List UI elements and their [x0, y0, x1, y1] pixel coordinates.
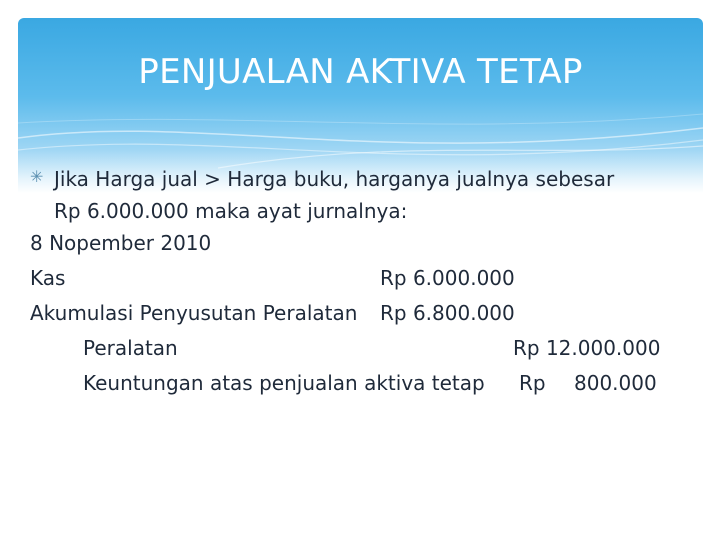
debit-account-kas: Kas [30, 266, 66, 290]
credit-account-keuntungan: Keuntungan atas penjualan aktiva tetap [83, 371, 485, 395]
credit-currency-keuntungan: Rp [519, 371, 546, 395]
debit-amount-kas: Rp 6.000.000 [380, 266, 515, 290]
credit-amount-peralatan: Rp 12.000.000 [513, 336, 661, 360]
bullet-line-1: Jika Harga jual > Harga buku, harganya jualnya sebesar [54, 167, 615, 191]
slide-title: PENJUALAN AKTIVA TETAP [138, 52, 583, 92]
bullet-line-2: Rp 6.000.000 maka ayat jurnalnya: [54, 199, 408, 223]
debit-account-akumulasi: Akumulasi Penyusutan Peralatan [30, 301, 358, 325]
credit-account-peralatan: Peralatan [83, 336, 178, 360]
asterisk-bullet-icon: ✳ [30, 167, 44, 186]
debit-amount-akumulasi: Rp 6.800.000 [380, 301, 515, 325]
credit-amount-keuntungan: 800.000 [574, 371, 657, 395]
journal-date: 8 Nopember 2010 [30, 231, 212, 255]
